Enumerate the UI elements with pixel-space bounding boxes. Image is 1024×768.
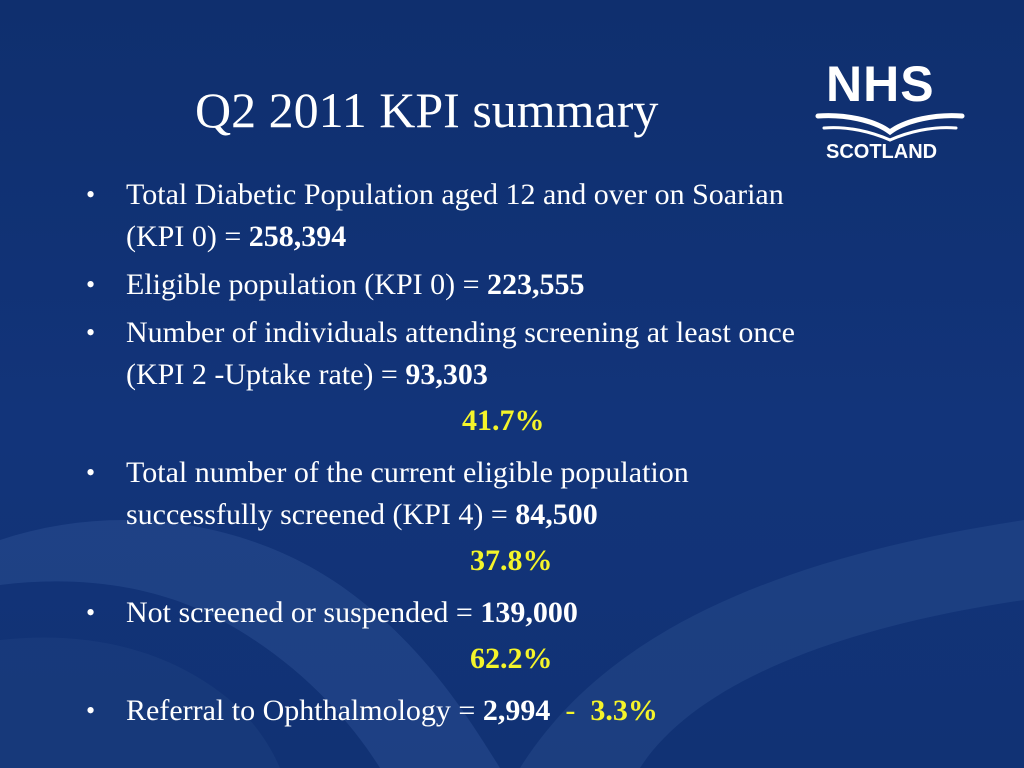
nhs-scotland-logo (810, 56, 970, 168)
bullet-dot-icon: • (86, 318, 96, 347)
bullet-not-screened (84, 592, 964, 634)
bullet-uptake (84, 312, 964, 396)
bullet-text: Total number of the current eligible population (126, 456, 689, 489)
bullet-successfully-screened (84, 452, 964, 536)
bullet-text: (KPI 2 -Uptake rate) = (126, 358, 406, 391)
bullet-text: Total Diabetic Population aged 12 and over on Soarian (126, 178, 784, 211)
kpi-value: 223,555 (487, 268, 585, 301)
kpi-value: 93,303 (405, 358, 488, 391)
kpi-value: 84,500 (515, 498, 598, 531)
referral-percent: 3.3% (590, 694, 658, 727)
not-screened-percent: 62.2% (470, 642, 553, 675)
logo-nhs-text: NHS (826, 56, 935, 112)
kpi-bullet-list (84, 174, 964, 732)
logo-scotland-text: SCOTLAND (826, 141, 938, 163)
bullet-text: Not screened or suspended = (126, 596, 481, 629)
uptake-percent: 41.7% (462, 404, 545, 437)
kpi-value: 2,994 (482, 694, 551, 727)
bullet-dot-icon: • (86, 696, 96, 725)
separator-dash: - (550, 694, 591, 727)
bullet-text: successfully screened (KPI 4) = (126, 498, 516, 531)
bullet-referral-ophthalmology (84, 690, 964, 732)
kpi-value: 258,394 (248, 220, 347, 253)
bullet-dot-icon: • (86, 180, 96, 209)
bullet-total-diabetic-population (84, 174, 964, 258)
bullet-dot-icon: • (86, 270, 96, 299)
bullet-text: Eligible population (KPI 0) = (126, 268, 488, 301)
bullet-eligible-population (84, 264, 964, 306)
bullet-text: Number of individuals attending screening at least once (126, 316, 795, 349)
bullet-text: Referral to Ophthalmology = (126, 694, 483, 727)
bullet-text: (KPI 0) = (126, 220, 249, 253)
bullet-dot-icon: • (86, 458, 96, 487)
screened-percent: 37.8% (470, 544, 553, 577)
slide-title: Q2 2011 KPI summary (195, 82, 659, 138)
kpi-value: 139,000 (480, 596, 578, 629)
bullet-dot-icon: • (86, 598, 96, 627)
logo-open-book-icon (814, 112, 966, 142)
